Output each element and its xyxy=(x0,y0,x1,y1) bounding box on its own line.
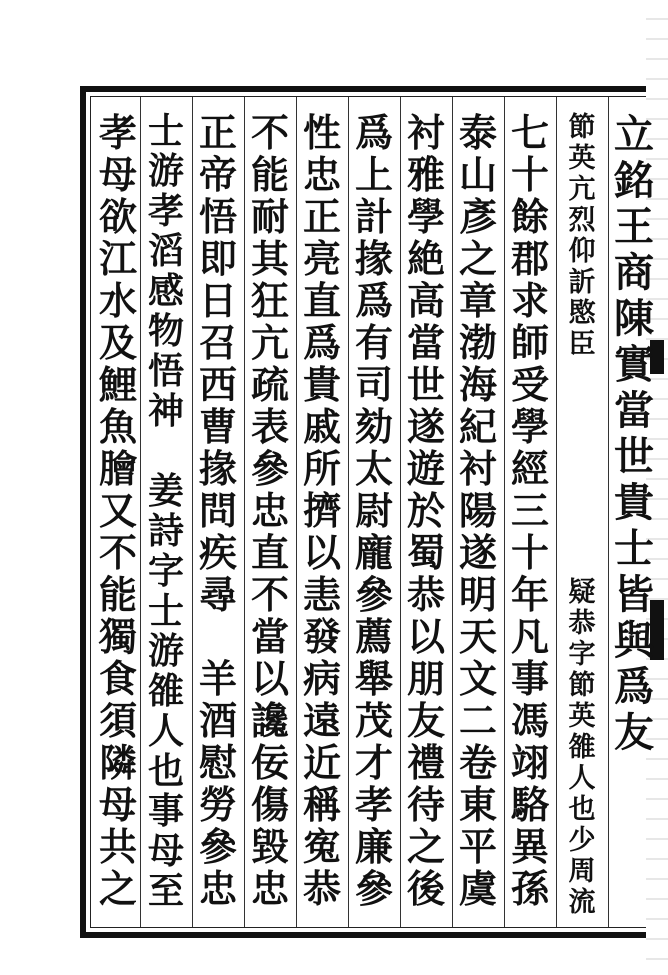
glyph: 茂 xyxy=(354,699,393,743)
glyph: 參 xyxy=(250,447,289,491)
glyph: 恭 xyxy=(406,573,445,617)
glyph: 遂 xyxy=(406,405,445,449)
glyph: 高 xyxy=(406,279,445,323)
glyph: 忠 xyxy=(250,489,289,533)
glyph: 絶 xyxy=(406,237,445,281)
glyph: 西 xyxy=(198,363,237,407)
glyph: 欲 xyxy=(98,195,137,239)
glyph: 擠 xyxy=(302,489,341,533)
glyph: 疾 xyxy=(198,531,237,575)
glyph: 之 xyxy=(458,237,497,281)
glyph: 餘 xyxy=(510,195,549,239)
glyph: 當 xyxy=(406,321,445,365)
glyph: 遠 xyxy=(302,699,341,743)
glyph: 也 xyxy=(568,794,596,825)
glyph: 疑 xyxy=(568,577,596,608)
glyph: 山 xyxy=(458,153,497,197)
glyph: 愍 xyxy=(568,298,596,329)
text-column-11 xyxy=(92,112,144,910)
glyph: 舉 xyxy=(354,657,393,701)
text-column-1 xyxy=(608,112,660,756)
glyph: 貴 xyxy=(302,363,341,407)
glyph: 忠 xyxy=(250,867,289,911)
glyph: 正 xyxy=(198,111,237,155)
glyph: 參 xyxy=(354,867,393,911)
glyph: 疏 xyxy=(250,363,289,407)
glyph: 世 xyxy=(614,434,654,480)
glyph: 卷 xyxy=(458,741,497,785)
glyph: 爲 xyxy=(354,279,393,323)
text-column-10 xyxy=(140,112,192,912)
glyph: 當 xyxy=(250,615,289,659)
glyph: 忠 xyxy=(302,153,341,197)
glyph: 渤 xyxy=(458,321,497,365)
glyph: 物 xyxy=(147,311,184,352)
glyph: 文 xyxy=(458,657,497,701)
text-column-9 xyxy=(192,112,244,910)
glyph: 後 xyxy=(406,867,445,911)
glyph: 佞 xyxy=(250,741,289,785)
text-column-8 xyxy=(244,112,296,910)
glyph: 能 xyxy=(250,153,289,197)
glyph: 孫 xyxy=(510,867,549,911)
glyph: 掾 xyxy=(354,237,393,281)
glyph: 與 xyxy=(614,618,654,664)
glyph: 酒 xyxy=(198,699,237,743)
glyph: 獨 xyxy=(98,615,137,659)
glyph: 尉 xyxy=(354,489,393,533)
glyph: 慰 xyxy=(198,741,237,785)
glyph: 毀 xyxy=(250,825,289,869)
glyph: 訢 xyxy=(568,267,596,298)
glyph: 曹 xyxy=(198,405,237,449)
glyph: 爲 xyxy=(354,111,393,155)
glyph: 又 xyxy=(98,489,137,533)
glyph: 以 xyxy=(406,615,445,659)
text-column-2 xyxy=(556,112,608,918)
glyph: 日 xyxy=(198,279,237,323)
glyph: 薦 xyxy=(354,615,393,659)
glyph: 少 xyxy=(568,825,596,856)
glyph: 二 xyxy=(458,699,497,743)
glyph: 銘 xyxy=(614,158,654,204)
glyph: 須 xyxy=(98,699,137,743)
glyph: 掾 xyxy=(198,447,237,491)
glyph: 感 xyxy=(147,271,184,312)
glyph: 膾 xyxy=(98,447,137,491)
glyph: 朋 xyxy=(406,657,445,701)
glyph: 召 xyxy=(198,321,237,365)
glyph: 恚 xyxy=(302,573,341,617)
glyph: 至 xyxy=(147,871,184,912)
glyph: 七 xyxy=(510,111,549,155)
glyph: 直 xyxy=(250,531,289,575)
glyph: 共 xyxy=(98,825,137,869)
glyph: 詩 xyxy=(147,511,184,552)
glyph: 太 xyxy=(354,447,393,491)
glyph: 以 xyxy=(250,657,289,701)
glyph: 禮 xyxy=(406,741,445,785)
glyph: 學 xyxy=(406,195,445,239)
glyph: 表 xyxy=(250,405,289,449)
glyph: 商 xyxy=(614,250,654,296)
glyph: 亢 xyxy=(568,174,596,205)
glyph: 實 xyxy=(614,342,654,388)
glyph: 士 xyxy=(614,526,654,572)
glyph: 不 xyxy=(250,573,289,617)
glyph xyxy=(556,391,608,422)
glyph: 稱 xyxy=(302,783,341,827)
glyph: 發 xyxy=(302,615,341,659)
glyph: 直 xyxy=(302,279,341,323)
glyph: 衬 xyxy=(458,447,497,491)
glyph: 陽 xyxy=(458,489,497,533)
glyph: 立 xyxy=(614,112,654,158)
glyph: 上 xyxy=(354,153,393,197)
glyph: 寃 xyxy=(302,825,341,869)
text-column-6 xyxy=(348,112,400,910)
glyph: 友 xyxy=(406,699,445,743)
glyph: 母 xyxy=(147,831,184,872)
glyph: 駱 xyxy=(510,783,549,827)
glyph: 病 xyxy=(302,657,341,701)
text-column-4 xyxy=(452,112,504,910)
glyph: 江 xyxy=(98,237,137,281)
glyph: 有 xyxy=(354,321,393,365)
glyph: 節 xyxy=(568,112,596,143)
glyph: 陳 xyxy=(614,296,654,342)
glyph: 正 xyxy=(302,195,341,239)
glyph: 字 xyxy=(568,639,596,670)
glyph: 泰 xyxy=(458,111,497,155)
glyph: 友 xyxy=(614,710,654,756)
glyph: 天 xyxy=(458,615,497,659)
glyph: 游 xyxy=(147,151,184,192)
glyph: 悟 xyxy=(147,351,184,392)
glyph: 以 xyxy=(302,531,341,575)
glyph: 世 xyxy=(406,363,445,407)
glyph: 耐 xyxy=(250,195,289,239)
glyph: 忠 xyxy=(198,867,237,911)
glyph: 尋 xyxy=(198,573,237,617)
glyph: 戚 xyxy=(302,405,341,449)
glyph: 參 xyxy=(198,825,237,869)
glyph: 節 xyxy=(568,670,596,701)
glyph: 及 xyxy=(98,321,137,365)
glyph: 十 xyxy=(510,153,549,197)
glyph: 三 xyxy=(510,489,549,533)
glyph xyxy=(556,546,608,577)
glyph: 東 xyxy=(458,783,497,827)
glyph: 廉 xyxy=(354,825,393,869)
glyph xyxy=(556,484,608,515)
glyph xyxy=(556,422,608,453)
glyph xyxy=(140,432,192,472)
glyph: 雅 xyxy=(406,153,445,197)
glyph: 不 xyxy=(250,111,289,155)
glyph: 字 xyxy=(147,551,184,592)
glyph: 不 xyxy=(98,531,137,575)
glyph: 待 xyxy=(406,783,445,827)
glyph: 羊 xyxy=(198,657,237,701)
glyph: 遂 xyxy=(458,531,497,575)
glyph: 孝 xyxy=(147,191,184,232)
glyph: 流 xyxy=(568,887,596,918)
glyph: 悟 xyxy=(198,195,237,239)
glyph: 於 xyxy=(406,489,445,533)
glyph: 即 xyxy=(198,237,237,281)
glyph: 受 xyxy=(510,363,549,407)
glyph: 蜀 xyxy=(406,531,445,575)
glyph: 海 xyxy=(458,363,497,407)
glyph xyxy=(556,515,608,546)
glyph: 性 xyxy=(302,111,341,155)
glyph: 年 xyxy=(510,573,549,617)
glyph: 師 xyxy=(510,321,549,365)
glyph: 之 xyxy=(98,867,137,911)
glyph: 雒 xyxy=(147,671,184,712)
glyph: 彥 xyxy=(458,195,497,239)
glyph xyxy=(556,360,608,391)
glyph: 當 xyxy=(614,388,654,434)
glyph: 食 xyxy=(98,657,137,701)
glyph: 問 xyxy=(198,489,237,533)
glyph: 恭 xyxy=(302,867,341,911)
glyph: 遊 xyxy=(406,447,445,491)
glyph: 雒 xyxy=(568,732,596,763)
glyph: 狂 xyxy=(250,279,289,323)
glyph: 母 xyxy=(98,783,137,827)
glyph: 皆 xyxy=(614,572,654,618)
glyph: 龐 xyxy=(354,531,393,575)
glyph: 孝 xyxy=(98,111,137,155)
glyph: 經 xyxy=(510,447,549,491)
glyph: 所 xyxy=(302,447,341,491)
glyph: 爲 xyxy=(302,321,341,365)
glyph: 英 xyxy=(568,143,596,174)
glyph: 事 xyxy=(510,657,549,701)
glyph: 勞 xyxy=(198,783,237,827)
glyph: 亢 xyxy=(250,321,289,365)
glyph: 母 xyxy=(98,153,137,197)
glyph: 士 xyxy=(147,111,184,152)
glyph: 爲 xyxy=(614,664,654,710)
text-column-7 xyxy=(296,112,348,910)
glyph: 平 xyxy=(458,825,497,869)
glyph: 其 xyxy=(250,237,289,281)
glyph: 水 xyxy=(98,279,137,323)
glyph: 凡 xyxy=(510,615,549,659)
glyph: 才 xyxy=(354,741,393,785)
glyph: 傷 xyxy=(250,783,289,827)
glyph: 章 xyxy=(458,279,497,323)
glyph: 人 xyxy=(568,763,596,794)
text-column-3 xyxy=(504,112,556,910)
glyph: 能 xyxy=(98,573,137,617)
glyph: 虞 xyxy=(458,867,497,911)
glyph: 游 xyxy=(147,631,184,672)
glyph: 異 xyxy=(510,825,549,869)
glyph: 王 xyxy=(614,204,654,250)
glyph: 仰 xyxy=(568,236,596,267)
glyph: 滔 xyxy=(147,231,184,272)
glyph: 學 xyxy=(510,405,549,449)
glyph: 事 xyxy=(147,791,184,832)
glyph xyxy=(556,453,608,484)
glyph: 讒 xyxy=(250,699,289,743)
glyph: 人 xyxy=(147,711,184,752)
glyph: 烈 xyxy=(568,205,596,236)
glyph: 恭 xyxy=(568,608,596,639)
glyph: 周 xyxy=(568,856,596,887)
glyph: 近 xyxy=(302,741,341,785)
glyph: 計 xyxy=(354,195,393,239)
glyph: 英 xyxy=(568,701,596,732)
glyph: 明 xyxy=(458,573,497,617)
glyph: 士 xyxy=(147,591,184,632)
glyph: 衬 xyxy=(406,111,445,155)
glyph: 隣 xyxy=(98,741,137,785)
glyph: 姜 xyxy=(147,471,184,512)
glyph: 亮 xyxy=(302,237,341,281)
glyph: 孝 xyxy=(354,783,393,827)
glyph: 郡 xyxy=(510,237,549,281)
glyph: 紀 xyxy=(458,405,497,449)
glyph: 求 xyxy=(510,279,549,323)
glyph: 馮 xyxy=(510,699,549,743)
glyph: 也 xyxy=(147,751,184,792)
glyph xyxy=(192,616,244,658)
text-column-5 xyxy=(400,112,452,910)
glyph: 帝 xyxy=(198,153,237,197)
glyph: 十 xyxy=(510,531,549,575)
glyph: 翊 xyxy=(510,741,549,785)
glyph: 魚 xyxy=(98,405,137,449)
glyph: 劾 xyxy=(354,405,393,449)
glyph: 之 xyxy=(406,825,445,869)
glyph: 司 xyxy=(354,363,393,407)
glyph: 神 xyxy=(147,391,184,432)
glyph: 臣 xyxy=(568,329,596,360)
glyph: 參 xyxy=(354,573,393,617)
glyph: 貴 xyxy=(614,480,654,526)
glyph: 鯉 xyxy=(98,363,137,407)
